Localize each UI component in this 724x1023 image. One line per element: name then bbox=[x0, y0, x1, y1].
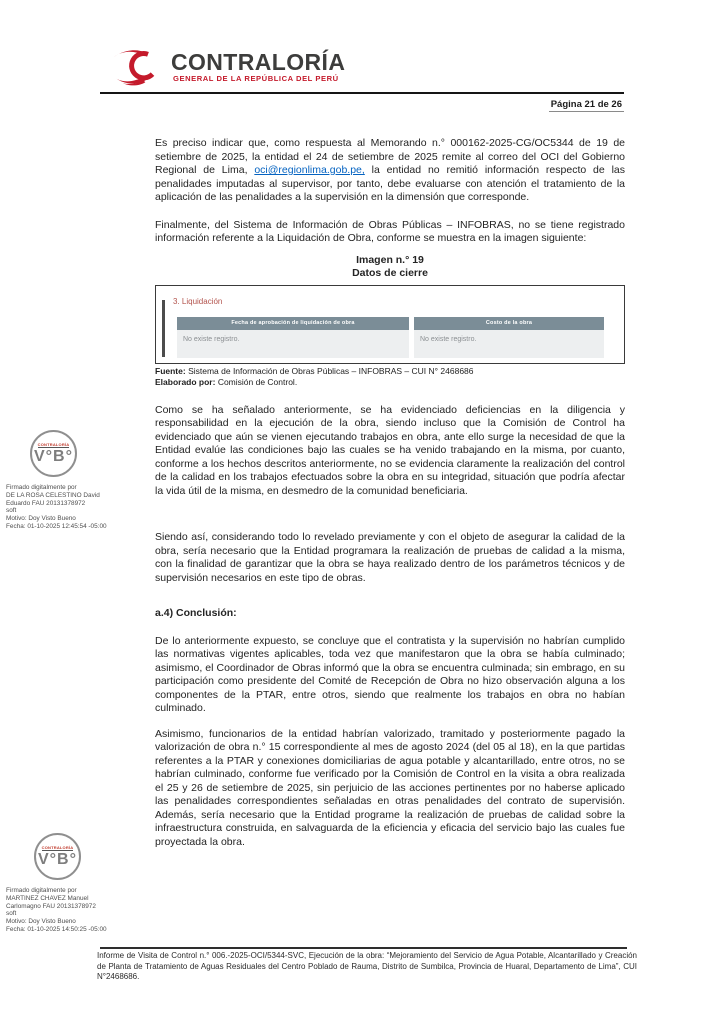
vb-seal-icon bbox=[30, 430, 77, 477]
liquidacion-table-costo bbox=[414, 317, 604, 358]
paragraph-memorando bbox=[155, 137, 625, 205]
elaborado-label: Elaborado por: bbox=[155, 376, 216, 387]
liquidacion-table-fecha bbox=[177, 317, 409, 358]
image-caption-number: Imagen n.° 19 bbox=[356, 253, 424, 266]
conclusion-heading: a.4) Conclusión: bbox=[155, 607, 237, 619]
footer-rule bbox=[100, 947, 627, 949]
table-header-fecha: Fecha de aprobación de liquidación de obra bbox=[177, 317, 409, 330]
email-link[interactable]: oci@regionlima.gob.pe, bbox=[254, 164, 365, 176]
document-body bbox=[155, 137, 625, 849]
table-cell-costo: No existe registro. bbox=[414, 330, 604, 358]
paragraph-pruebas-calidad: Siendo así, considerando todo lo revelado previamente y con el objeto de asegurar la calidad de la obra, sería necesario que la Entidad programara la realización de pruebas de calidad a la misma, con la finalidad de garantizar que la obra se haya realizado dentro de los parámetros técnicos y de supervisión necesarios en este tipo de obras. bbox=[155, 531, 625, 584]
liquidacion-section-title: 3. Liquidación bbox=[173, 296, 223, 306]
vb-seal-icon bbox=[34, 833, 81, 880]
scrollbar-thumb bbox=[162, 300, 165, 357]
seal-vb-text: V°B° bbox=[33, 448, 74, 465]
fuente-text: Sistema de Información de Obras Públicas – INFOBRAS – CUI N° 2468686 bbox=[185, 365, 474, 376]
brand-subtitle: GENERAL DE LA REPÚBLICA DEL PERÚ bbox=[173, 73, 339, 83]
paragraph-conclusion-2: Asimismo, funcionarios de la entidad habrían valorizado, tramitado y posteriormente pagado la valorización de obra n.° 15 correspondiente al mes de agosto 2024 (del 05 al 18), en la que partidas referentes a la PTAR y conexiones domiciliarias de agua potable y alcantarillado, entre otros, no se habrían culminado, conforme fue verificado por la Comisión de Control en la visita a obra realizada el 25 y 26 de setiembre de 2025, sin perjuicio de las acciones pertinentes por no haberse aplicado las penalidades correspondientes señaladas en otras penalidades del contrato de supervisión. Además, sería necesario que la Entidad programe la realización de pruebas de calidad sobre la infraestructura construida, en salvaguarda de la eficiencia y eficacia del servicio bajo las cuales fue proyectada la obra. bbox=[155, 727, 625, 848]
image-caption bbox=[155, 254, 625, 281]
header-rule bbox=[100, 92, 624, 94]
seal-brand-text: CONTRALORÍA bbox=[41, 845, 74, 850]
seal-brand-text: CONTRALORÍA bbox=[37, 442, 70, 447]
paragraph-conclusion-1: De lo anteriormente expuesto, se concluye que el contratista y la supervisión no habrían cumplido las normativas vigentes aplicables, toda vez que manifestaron que la obra se había culminado; asimismo, el Coordinador de Obras informó que la obra se encuentra culminada; sin embrago, en su participación como presidente del Comité de Recepción de Obra no hizo observación alguna a los componentes de la PTAR, entre otros, siendo que realmente los trabajos en obra no habían culminado. bbox=[155, 634, 625, 714]
digital-signature-stamp-1 bbox=[6, 430, 136, 531]
contraloria-logo bbox=[112, 42, 345, 90]
paragraph-deficiencias: Como se ha señalado anteriormente, se ha evidenciado deficiencias en la diligencia y responsabilidad en la ejecución de la obra, siendo incluso que la Comisión de Control ha evidenciado que aún se vienen ejecutando trabajos en obra, ante ello surge la necesidad de que la Entidad evalúe las condiciones bajo las cuales se ha venido trabajando en la misma, por cuanto, conforme a los hechos descritos anteriormente, no se evidencia claramente la realización del control de la calidad en los trabajos efectuados sobre la obra en su integridad, situación que podría afectar la vida útil de la misma, en desmedro de la comunidad beneficiaria. bbox=[155, 403, 625, 497]
source-elaborado bbox=[155, 377, 625, 388]
logo-text bbox=[171, 50, 345, 83]
source-fuente bbox=[155, 366, 625, 377]
image-caption-title: Datos de cierre bbox=[352, 267, 428, 279]
signature-details: Firmado digitalmente por DE LA ROSA CELESTINO David Eduardo FAU 20131378972 soft Motivo: Doy Visto Bueno Fecha: 01-10-2025 12:45:54 -05:00 bbox=[6, 484, 107, 530]
contraloria-swoosh-icon bbox=[112, 42, 166, 90]
paragraph-infobras: Finalmente, del Sistema de Información de Obras Públicas – INFOBRAS, no se tiene registrado información referente a la Liquidación de Obra, conforme se muestra en la imagen siguiente: bbox=[155, 218, 625, 244]
page-indicator: Página 21 de 26 bbox=[550, 99, 622, 110]
table-cell-fecha: No existe registro. bbox=[177, 330, 409, 358]
source-block bbox=[155, 366, 625, 388]
p1-text-after: la entidad no remitió información respecto de las penalidades imputadas al supervisor, por tanto, debe evaluarse con atención el tratamiento de la aplicación de las penalidades a la supervisión en la dimensión que corresponde. bbox=[155, 164, 625, 203]
table-header-costo: Costo de la obra bbox=[414, 317, 604, 330]
signature-details: Firmado digitalmente por MARTINEZ CHAVEZ Manuel Carlomagno FAU 20131378972 soft Motivo: Doy Visto Bueno Fecha: 01-10-2025 14:50:25 -05:00 bbox=[6, 887, 107, 933]
seal-vb-text: V°B° bbox=[37, 851, 78, 868]
p1-text-before: Es preciso indicar que, como respuesta al Memorando n.° 000162-2025-CG/OC5344 de 19 de setiembre de 2025, la entidad el 24 de setiembre de 2025 remite al correo del OCI del Gobierno Regional de Lima, bbox=[155, 137, 625, 176]
elaborado-text: Comisión de Control. bbox=[215, 376, 298, 387]
digital-signature-stamp-2 bbox=[6, 833, 136, 934]
infobras-screenshot bbox=[155, 285, 625, 364]
brand-name: CONTRALORÍA bbox=[171, 48, 346, 75]
footer-report-reference: Informe de Visita de Control n.° 006.-2025-OCI/5344-SVC, Ejecución de la obra: “Mejoramiento del Servicio de Agua Potable, Alcantarillado y Creación de Planta de Tratamiento de Aguas Residuales del Centro Poblado de Rauma, Distrito de Sumbilca, Provincia de Huaral, Departamento de Lima”, CUI N°2468686. bbox=[97, 951, 637, 982]
fuente-label: Fuente: bbox=[155, 365, 186, 376]
